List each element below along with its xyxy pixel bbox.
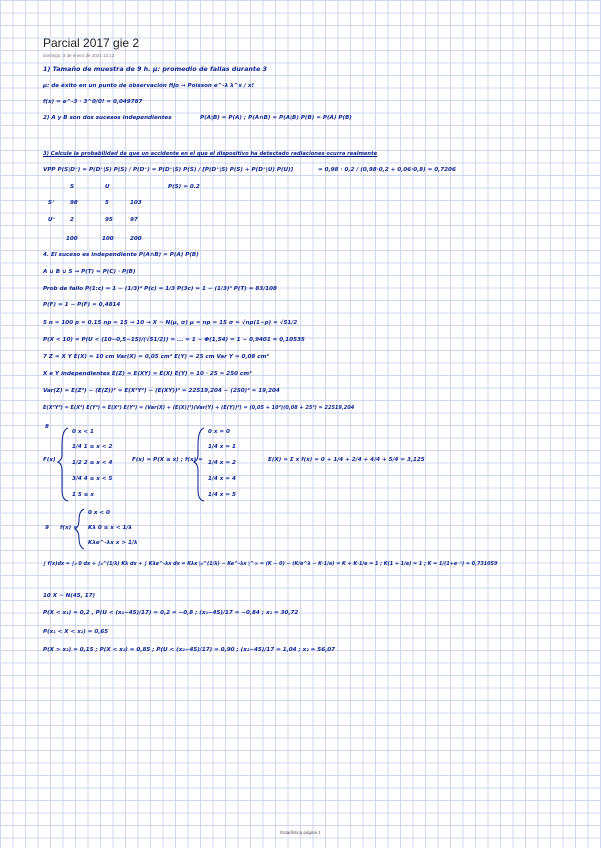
table-ps: P(S) = 0.2: [168, 184, 200, 190]
table-header-s: S: [70, 184, 75, 190]
note-line-12: P(X < 10) = P(U < (10−0,5−15)/(√51/2)) = ... = 1 − Φ(1,54) = 1 − 0,9401 = 0,10535: [43, 337, 305, 343]
f-case-5: 1 5 ≤ x: [72, 492, 94, 498]
table-cell: S⁺: [48, 200, 55, 206]
note-line-1: 1) Tamaño de muestra de 9 h. μ: promedio de fallas durante 3: [43, 65, 267, 73]
g-case-5: 1/4 x = 5: [208, 492, 236, 498]
table-cell: 100: [66, 236, 78, 242]
note-line-18: 9: [45, 525, 49, 531]
h-case-3: Kλe^-λx x > 1/λ: [88, 540, 138, 546]
note-line-10: P(F) = 1 − P(F) = 0,4814: [43, 302, 121, 308]
note-line-2: μ: de éxito en un punto de observación fijo → Poisson e^-λ λ^x / x!: [43, 83, 255, 89]
note-line-11: 5 n = 100 p = 0.15 np = 15 → 10 → X ~ N(μ, σ) μ = np = 15 σ = √np(1−p) = √51/2: [43, 320, 298, 326]
table-header-u: U: [105, 184, 110, 190]
note-line-23: P(X > x₂) = 0,15 ; P(X < x₂) = 0,85 ; P(U < (x₂−45)/17) = 0,90 ; (x₂−45)/17 = 1,04 ; x₂ = 56,07: [43, 647, 336, 653]
note-line-6a: VPP P(S|D⁺) = P(D⁺|S) P(S) / P(D⁺) = P(D⁺|S) P(S) / [P(D⁺|S) P(S) + P(D⁺|U) P(U)]: [43, 167, 294, 173]
note-line-14: X e Y independientes E(Z) = E(XY) = E(X) E(Y) = 10 · 25 = 250 cm²: [43, 371, 252, 377]
note-line-19: ∫ f(x)dx = ∫₀ 0 dx + ∫₀^(1/λ) Kλ dx + ∫ Kλe^-λx dx = Kλx |₀^(1/λ) − Ke^-λx |^∞ = (K − 0) − (K/e^λ − K·1/e) = K + K·1/e = 1 ; K(1 + 1/e) = 1 ; K = 1/(1+e⁻¹) = 0,731059: [43, 561, 498, 567]
h-case-1: 0 x < 0: [88, 510, 110, 516]
h-case-2: Kλ 0 ≤ x < 1/λ: [88, 525, 132, 531]
note-line-20: 10 X ~ N(45, 17): [43, 593, 96, 599]
note-line-17: 8: [45, 424, 49, 430]
table-cell: 98: [70, 200, 78, 206]
table-cell: 95: [105, 217, 113, 223]
g-case-4: 1/4 x = 4: [208, 476, 236, 482]
table-cell: 103: [130, 200, 142, 206]
note-line-4: 2) A y B son dos sucesos independientes: [43, 115, 172, 121]
g-case-2: 1/4 x = 1: [208, 444, 236, 450]
table-cell: 5: [105, 200, 109, 206]
table-cell: 2: [70, 217, 74, 223]
note-line-7: 4. El suceso es independiente P(A∩B) = P(A) P(B): [43, 252, 199, 258]
note-line-16: E(X²Y²) = E(X²) E(Y²) = E(X²) E(Y²) = (Var(X) + (E(X))²)(Var(Y) + (E(Y))²) = (0,05 + 10²)(0,08 + 25²) = 22519,204: [43, 405, 355, 411]
g-case-3: 1/4 x = 2: [208, 460, 236, 466]
page-footer: Estadística página 1: [280, 830, 321, 835]
note-line-8: A ∪ B ∪ S → P(T) = P(C) · P(B): [43, 269, 136, 275]
f-label: F(x): [43, 457, 56, 463]
note-line-3: f(x) = e^-3 · 3^0/0! = 0,049787: [43, 99, 143, 105]
note-line-22: P(x₁ < X < x₂) = 0,65: [43, 629, 109, 635]
note-line-9: Prob de fallo P(1:c) = 1 − (1/3)⁴ P(c) = 1/3 P(3c) = 1 − (1/3)³ P(T) = 83/108: [43, 286, 277, 292]
table-cell: 97: [130, 217, 138, 223]
note-line-6b: = 0,98 · 0,2 / (0,98·0,2 + 0,06·0,8) = 0,7206: [318, 167, 456, 173]
note-line-15: Var(Z) = E(Z²) − (E(Z))² = E(X²Y²) − (E(XY))² = 22519,204 − (250)² = 19,204: [43, 388, 280, 394]
f-mid: F(x) = P(X ≤ x) ; f(x) =: [132, 457, 203, 463]
note-line-5: 3) Calcule la probabilidad de que un accidente en el que el dispositivo ha detectado radiaciones ocurra realmente: [43, 151, 378, 157]
note-line-13: 7 Z = X Y E(X) = 10 cm Var(X) = 0,05 cm² E(Y) = 25 cm Var Y = 0,08 cm²: [43, 354, 269, 360]
g-expectation: E(X) = Σ x f(x) = 0 + 1/4 + 2/4 + 4/4 + 5/4 = 3,125: [268, 457, 425, 463]
table-cell: U⁺: [48, 217, 56, 223]
page-date: domingo, 3 de enero de 2021 12:12: [43, 53, 115, 58]
f-case-2: 1/4 1 ≤ x < 2: [72, 444, 113, 450]
g-case-1: 0 x = 0: [208, 429, 230, 435]
table-cell: 100: [102, 236, 114, 242]
table-cell: 200: [130, 236, 142, 242]
f-case-3: 1/2 2 ≤ x < 4: [72, 460, 113, 466]
note-line-4b: P(A|B) = P(A) ; P(A∩B) = P(A|B) P(B) = P(A) P(B): [200, 115, 352, 121]
f-case-4: 3/4 4 ≤ x < 5: [72, 476, 113, 482]
page-title: Parcial 2017 gie 2: [43, 36, 140, 50]
note-line-21: P(X < x₁) = 0,2 , P(U < (x₁−45)/17) = 0,2 = −0,8 ; (x₁−45)/17 = −0,84 ; x₁ = 30,72: [43, 610, 299, 616]
h-label: f(x) =: [60, 525, 78, 531]
f-case-1: 0 x < 1: [72, 429, 94, 435]
